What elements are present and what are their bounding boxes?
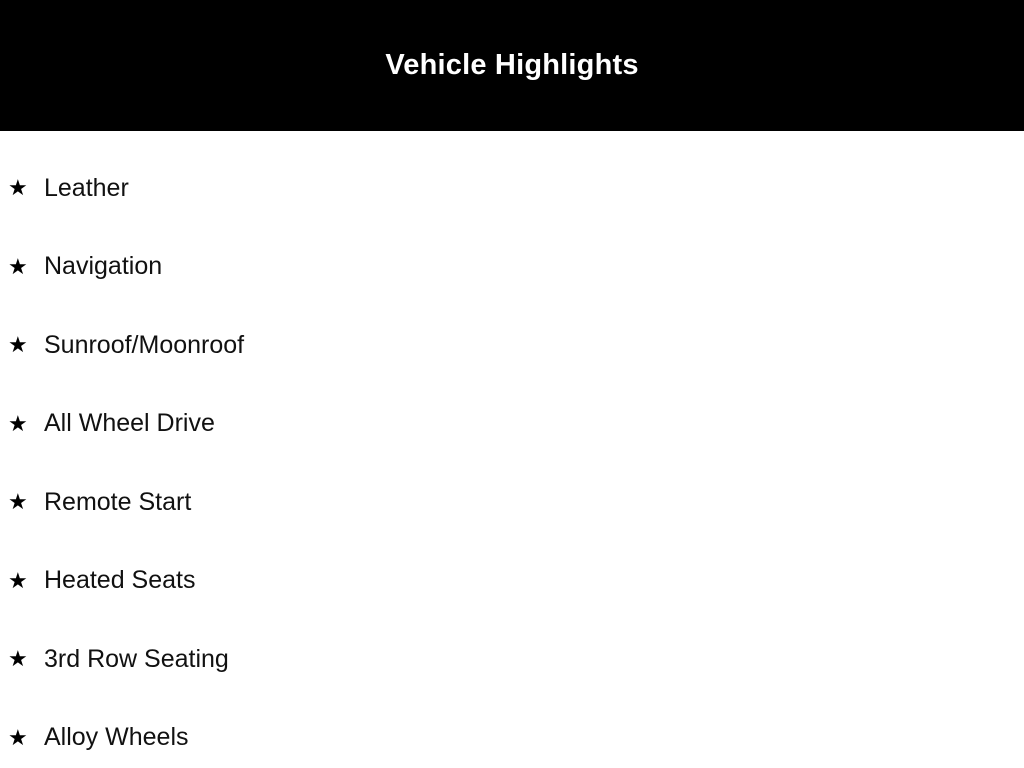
list-item	[0, 306, 1024, 385]
highlight-label: Navigation	[44, 252, 163, 281]
list-item	[0, 228, 1024, 307]
star-icon: ★	[8, 724, 28, 750]
list-item	[0, 463, 1024, 542]
list-item	[0, 699, 1024, 768]
star-icon: ★	[8, 175, 28, 201]
list-item	[0, 542, 1024, 621]
page-title: Vehicle Highlights	[385, 49, 639, 81]
star-icon: ★	[8, 410, 28, 436]
highlight-label: Remote Start	[44, 487, 192, 516]
vehicle-highlights-list	[0, 131, 1024, 768]
list-item	[0, 385, 1024, 464]
highlight-label: Leather	[44, 173, 129, 202]
highlight-label: Sunroof/Moonroof	[44, 330, 245, 359]
page-header	[0, 0, 1024, 131]
star-icon: ★	[8, 567, 28, 593]
highlight-label: All Wheel Drive	[44, 409, 215, 438]
star-icon: ★	[8, 489, 28, 515]
list-item	[0, 620, 1024, 699]
highlight-label: Alloy Wheels	[44, 723, 189, 752]
list-item	[0, 149, 1024, 228]
star-icon: ★	[8, 332, 28, 358]
highlight-label: Heated Seats	[44, 566, 196, 595]
highlight-label: 3rd Row Seating	[44, 644, 229, 673]
star-icon: ★	[8, 253, 28, 279]
star-icon: ★	[8, 646, 28, 672]
